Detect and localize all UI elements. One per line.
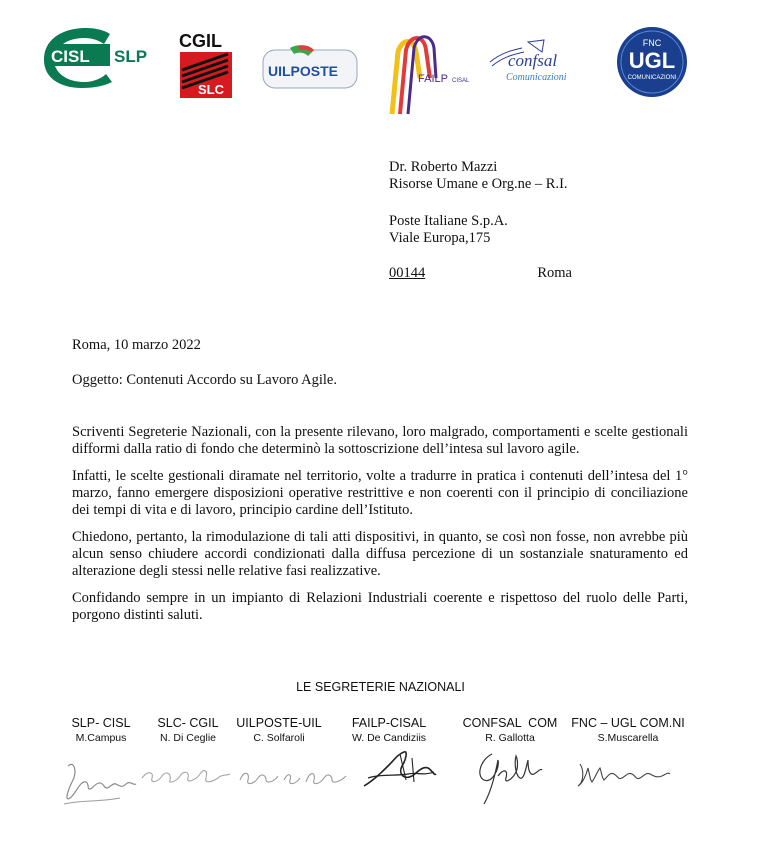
logo-bar xyxy=(0,0,761,120)
signature-org: UILPOSTE-UIL xyxy=(236,716,322,730)
slc-text: SLC xyxy=(198,82,224,97)
signature-slc-cgil xyxy=(152,716,224,744)
cgil-text: CGIL xyxy=(179,31,222,51)
signature-name: M.Campus xyxy=(75,732,127,744)
company-block xyxy=(389,213,508,247)
failp-sub-text: CISAL xyxy=(452,78,470,84)
comunicazioni-text: COMUNICAZIONI xyxy=(627,75,677,81)
postal-code: 00144 xyxy=(389,265,426,281)
paragraph: Infatti, le scelte gestionali diramate nel territorio, volte a tradurre in pratica i contenuti dell’intesa del 1° marzo, fanno emergere disposizioni operative restrittive e non coerenti con il principio di conciliazione dei tempi di vita e di lavoro, principio cardine dell’Istituto. xyxy=(72,468,688,518)
failp-text: FAILP xyxy=(418,73,448,85)
signature-scribble-diceglie xyxy=(138,760,234,790)
company-street: Viale Europa,175 xyxy=(389,230,491,246)
signatures-title: LE SEGRETERIE NAZIONALI xyxy=(296,680,465,694)
signature-name: R. Gallotta xyxy=(485,732,535,744)
signature-slp-cisl xyxy=(68,716,134,744)
signature-org: FAILP-CISAL xyxy=(351,716,427,730)
signature-name: W. De Candiziis xyxy=(351,732,427,744)
paragraph: Chiedono, pertanto, la rimodulazione di tali atti dispositivi, in quanto, se così non fosse, non avrebbe più alcun senso chiudere accordi condizionati dalla diffusa percezione di un sostanziale snaturamento ed alterazione degli stessi nelle relative fasi realizzative. xyxy=(72,529,688,579)
recipient-dept: Risorse Umane e Org.ne – R.I. xyxy=(389,176,568,192)
company-name: Poste Italiane S.p.A. xyxy=(389,213,508,229)
uilposte-text: UILPOSTE xyxy=(268,63,339,79)
recipient-name: Dr. Roberto Mazzi xyxy=(389,159,498,175)
fnc-text: FNC xyxy=(642,38,662,48)
signature-scribble-gallotta xyxy=(470,746,550,808)
recipient-block xyxy=(389,159,568,193)
signature-org: CONFSAL COM xyxy=(462,716,558,730)
ugl-logo xyxy=(616,26,688,98)
failp-logo xyxy=(386,32,478,116)
ugl-text: UGL xyxy=(628,48,676,73)
letter-body xyxy=(72,424,688,634)
signature-name: N. Di Ceglie xyxy=(159,732,217,744)
signature-fnc-ugl xyxy=(566,716,690,744)
paragraph: Confidando sempre in un impianto di Relazioni Industriali coerente e rispettoso del ruolo delle Parti, porgono distinti saluti. xyxy=(72,590,688,623)
signature-scribble-decandiziis xyxy=(360,746,440,794)
uilposte-logo xyxy=(262,44,358,90)
slp-text: SLP xyxy=(114,47,148,66)
cisl-text: CISL xyxy=(51,47,90,66)
postal-city: Roma xyxy=(537,265,572,281)
signature-org: FNC – UGL COM.NI xyxy=(571,716,685,730)
signature-confsal-com xyxy=(458,716,562,744)
date-line: Roma, 10 marzo 2022 xyxy=(72,337,201,353)
cgil-slc-logo xyxy=(178,30,234,100)
signature-name: S.Muscarella xyxy=(597,732,659,744)
cisl-slp-logo xyxy=(42,26,158,88)
signature-scribble-campus xyxy=(60,758,140,810)
signature-scribble-muscarella xyxy=(574,756,674,792)
signature-failp-cisal xyxy=(344,716,434,744)
signature-org: SLC- CGIL xyxy=(157,716,219,730)
signature-uilposte-uil xyxy=(234,716,324,744)
signature-org: SLP- CISL xyxy=(71,716,131,730)
paragraph: Scriventi Segreterie Nazionali, con la presente rilevano, loro malgrado, comportamenti e scelte gestionali difformi dalla ratio di fondo che determinò la sottoscrizione dell’intesa sul lavoro agile. xyxy=(72,424,688,457)
confsal-sub-text: Comunicazioni xyxy=(506,72,567,83)
postal-line xyxy=(389,265,572,282)
confsal-text: confsal xyxy=(508,51,558,70)
signature-scribble-solfaroli xyxy=(236,764,352,790)
subject-line: Oggetto: Contenuti Accordo su Lavoro Agile. xyxy=(72,372,337,388)
signature-name: C. Solfaroli xyxy=(253,732,305,744)
confsal-logo xyxy=(488,38,582,88)
